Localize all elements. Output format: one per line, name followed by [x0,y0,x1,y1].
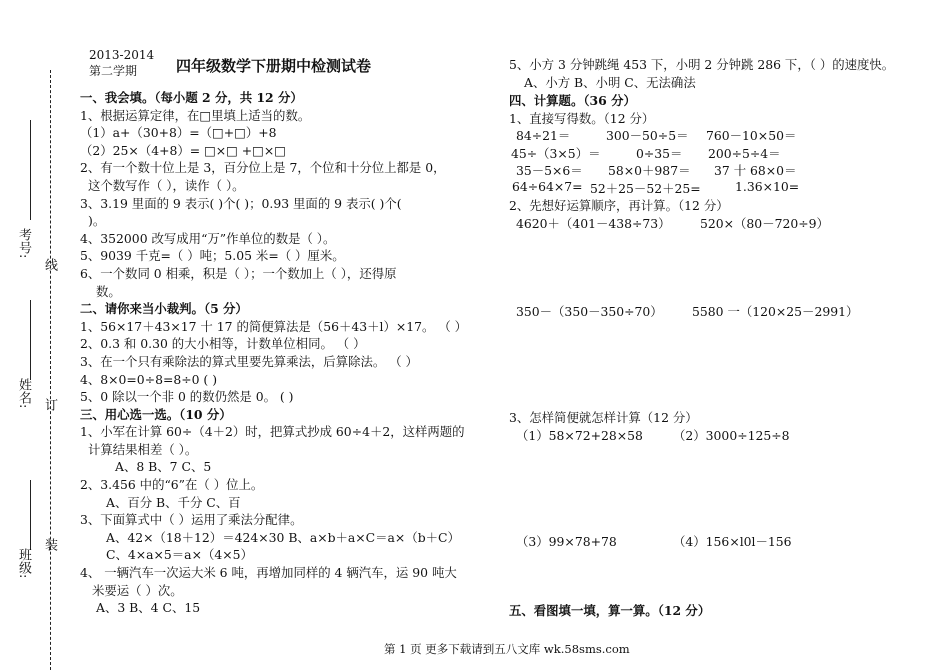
question-line: （2）25×（4+8）= □×□ +□×□ [80,142,286,158]
calc-item: 52＋25－52＋25= [590,181,701,196]
subsection-heading: 1、直接写得数。（12 分） [509,111,655,126]
calc-item: 1.36×10= [735,179,800,194]
calc-item: 0÷35＝ [636,146,683,161]
question-line: 3、3.19 里面的 9 表示( )个( )；0.93 里面的 9 表示( )个( [80,195,402,211]
question-line: 5、9039 千克=（ ）吨；5.05 米=（ ）厘米。 [80,248,345,264]
zhuang-mark: 装 [42,538,57,551]
page-title: 四年级数学下册期中检测试卷 [176,57,372,75]
question-line: 数。 [96,283,121,299]
choice-line: A、百分 B、千分 C、百 [106,494,241,510]
question-line: 计算结果相差（ ）。 [88,441,198,457]
question-line: （1）a+（30+8）=（□+□）+8 [80,125,277,141]
calc-item: （3）99×78+78 [516,534,617,549]
section-heading: 五、看图填一填，算一算。（12 分） [509,603,711,618]
calc-item: 760－10×50＝ [706,128,797,143]
question-line: 米要运（ ）次。 [92,582,183,598]
term: 第二学期 [89,64,138,78]
xian-mark: 线 [42,258,57,271]
section-heading: 二、请你来当小裁判。（5 分） [80,301,248,317]
class-label: 班级: [16,548,31,579]
calc-item: （1）58×72+28×58 [516,428,643,443]
question-line: 1、小军在计算 60÷（4＋2）时，把算式抄成 60÷4＋2，这样两题的 [80,424,465,440]
calc-item: 200÷5÷4＝ [708,146,781,161]
calc-item: 37 十 68×0＝ [714,163,797,178]
q5-line: 5、小方 3 分钟跳绳 453 下，小明 2 分钟跳 286 下，（ ）的速度快。 [509,57,895,72]
question-line: 4、8×0=0÷8=8÷0 ( ) [80,371,218,387]
calc-item: 35－5×6＝ [516,163,583,178]
choice-line: A、42×（18＋12）＝424×30 B、a×b＋a×C＝a×（b＋C） [106,529,460,545]
school-year: 2013-2014 [89,48,155,62]
question-line: 3、下面算式中（ ）运用了乘法分配律。 [80,512,303,528]
question-line: 5、0 除以一个非 0 的数仍然是 0。 ( ) [80,389,294,405]
subsection-heading: 2、先想好运算顺序，再计算。（12 分） [509,198,729,213]
binding-dashed-line [50,70,51,670]
question-line: 4、 一辆汽车一次运大米 6 吨，再增加同样的 4 辆汽车，运 90 吨大 [80,565,457,581]
question-line: )。 [88,213,106,229]
exam-no-label: 考号: [16,228,31,259]
question-line: 3、在一个只有乘除法的算式里要先算乘法，后算除法。 （ ） [80,353,418,369]
question-line: 1、56×17＋43×17 十 17 的简便算法是（56＋43＋l）×17。 （ ） [80,318,468,334]
calc-item: 45÷（3×5）＝ [511,146,601,161]
calc-item: 84÷21＝ [516,128,571,143]
calc-item: 300－50÷5＝ [606,128,689,143]
left-column [80,89,480,617]
class-blank [30,480,31,550]
exam-no-blank [30,120,31,220]
question-line: 4、352000 改写成用“万”作单位的数是（ ）。 [80,230,336,246]
section-heading: 一、我会填。（每小题 2 分，共 12 分） [80,90,303,105]
choice-line: A、8 B、7 C、5 [115,459,212,475]
question-line: 1、根据运算定律，在□里填上适当的数。 [80,107,311,123]
question-line: 2、有一个数十位上是 3，百分位上是 7，个位和十分位上都是 0， [80,160,446,176]
question-line: 6、一个数同 0 相乘，积是（ ）；一个数加上（ ），还得原 [80,265,397,281]
choice-line: A、3 B、4 C、15 [96,600,201,616]
calc-item: 64÷64×7= [512,179,583,194]
calc-item: 520×（80－720÷9） [700,216,829,231]
calc-item: 4620＋（401－438÷73） [516,216,671,231]
choice-line: C、4×a×5＝a×（4×5） [106,547,253,563]
section-heading: 三、用心选一选。（10 分） [80,406,232,422]
calc-item: 58×0＋987＝ [608,163,691,178]
name-blank [30,300,31,380]
question-line: 这个数写作（ ），读作（ ）。 [88,177,245,193]
subsection-heading: 3、怎样简便就怎样计算（12 分） [509,410,698,425]
calc-item: （4）156×l0l－156 [673,534,792,549]
question-line: 2、3.456 中的“6”在（ ）位上。 [80,477,264,493]
calc-item: 5580 一（120×25－2991） [692,304,859,319]
page-footer: 第 1 页 更多下载请到五八文库 wk.58sms.com [384,642,630,656]
name-label: 姓名: [16,378,31,409]
calc-item: （2）3000÷125÷8 [673,428,790,443]
question-line: 2、0.3 和 0.30 的大小相等，计数单位相同。 （ ） [80,336,366,352]
section-heading: 四、计算题。（36 分） [509,93,636,108]
calc-item: 350－（350－350÷70） [516,304,663,319]
q5-options: A、小方 B、小明 C、无法确法 [524,75,696,90]
ding-mark: 订 [42,398,57,411]
